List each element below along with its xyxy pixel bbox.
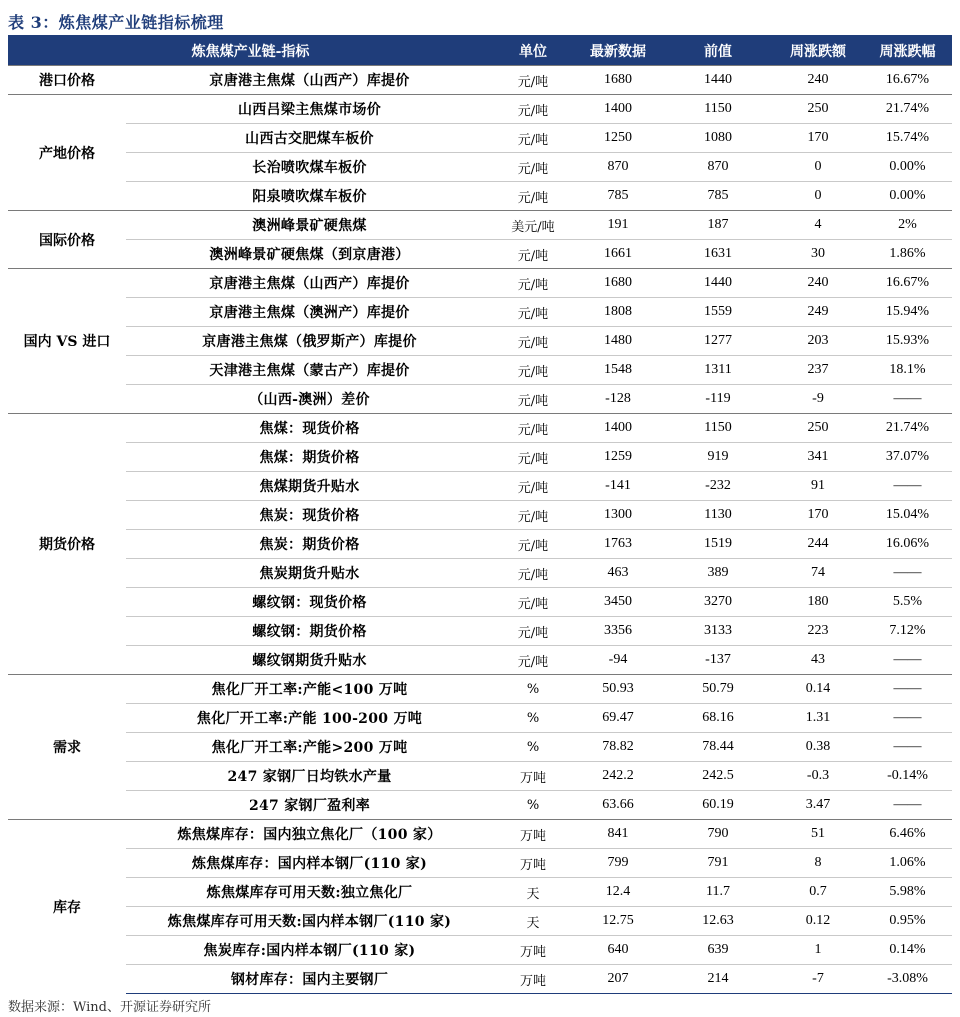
table-row [8, 965, 952, 994]
weekly-change-cell: 1 [773, 936, 863, 965]
unit-cell: % [493, 675, 573, 704]
weekly-change-cell: 203 [773, 327, 863, 356]
unit-cell: 元/吨 [493, 646, 573, 675]
previous-value-cell: 68.16 [663, 704, 773, 733]
indicator-cell: 焦炭期货升贴水 [126, 559, 493, 588]
table-row [8, 240, 952, 269]
indicator-cell: 澳洲峰景矿硬焦煤 [126, 211, 493, 240]
previous-value-cell: 1277 [663, 327, 773, 356]
previous-value-cell: 3270 [663, 588, 773, 617]
weekly-change-pct-cell: 16.67% [863, 269, 952, 298]
weekly-change-cell: 0.12 [773, 907, 863, 936]
weekly-change-cell: 250 [773, 95, 863, 124]
weekly-change-cell: 180 [773, 588, 863, 617]
table-header-row [8, 37, 952, 66]
table-row [8, 385, 952, 414]
table-row [8, 530, 952, 559]
table-row [8, 211, 952, 240]
weekly-change-cell: 0.38 [773, 733, 863, 762]
table-row [8, 414, 952, 443]
category-cell: 国际价格 [8, 211, 126, 269]
unit-cell: 天 [493, 907, 573, 936]
table-body [8, 66, 952, 994]
weekly-change-pct-cell: 37.07% [863, 443, 952, 472]
table-row [8, 95, 952, 124]
indicator-cell: 焦煤：期货价格 [126, 443, 493, 472]
indicator-cell: 焦炭库存:国内样本钢厂(110 家) [126, 936, 493, 965]
latest-value-cell: 1400 [573, 95, 663, 124]
weekly-change-pct-cell: 16.06% [863, 530, 952, 559]
table-row [8, 820, 952, 849]
latest-value-cell: 1300 [573, 501, 663, 530]
latest-value-cell: -141 [573, 472, 663, 501]
unit-cell: 元/吨 [493, 559, 573, 588]
indicator-cell: 京唐港主焦煤（澳洲产）库提价 [126, 298, 493, 327]
weekly-change-pct-cell: 5.98% [863, 878, 952, 907]
latest-value-cell: 1661 [573, 240, 663, 269]
table-row [8, 675, 952, 704]
latest-value-cell: 207 [573, 965, 663, 994]
weekly-change-cell: -0.3 [773, 762, 863, 791]
table-row [8, 182, 952, 211]
weekly-change-pct-cell: 0.14% [863, 936, 952, 965]
weekly-change-pct-cell: 15.94% [863, 298, 952, 327]
latest-value-cell: -128 [573, 385, 663, 414]
header-unit: 单位 [493, 37, 573, 66]
latest-value-cell: 191 [573, 211, 663, 240]
table-row [8, 762, 952, 791]
weekly-change-cell: 74 [773, 559, 863, 588]
latest-value-cell: 463 [573, 559, 663, 588]
unit-cell: 元/吨 [493, 298, 573, 327]
previous-value-cell: 3133 [663, 617, 773, 646]
unit-cell: % [493, 704, 573, 733]
indicator-cell: 山西吕梁主焦煤市场价 [126, 95, 493, 124]
unit-cell: % [493, 733, 573, 762]
indicator-cell: 京唐港主焦煤（山西产）库提价 [126, 269, 493, 298]
indicator-cell: 炼焦煤库存可用天数:国内样本钢厂(110 家) [126, 907, 493, 936]
previous-value-cell: 1080 [663, 124, 773, 153]
weekly-change-pct-cell: 6.46% [863, 820, 952, 849]
latest-value-cell: 12.4 [573, 878, 663, 907]
latest-value-cell: 69.47 [573, 704, 663, 733]
previous-value-cell: 1440 [663, 66, 773, 95]
indicator-cell: 炼焦煤库存可用天数:独立焦化厂 [126, 878, 493, 907]
previous-value-cell: 1150 [663, 414, 773, 443]
weekly-change-cell: 237 [773, 356, 863, 385]
category-cell: 国内 VS 进口 [8, 269, 126, 414]
indicator-cell: 焦炭：期货价格 [126, 530, 493, 559]
weekly-change-cell: 51 [773, 820, 863, 849]
weekly-change-cell: -7 [773, 965, 863, 994]
category-cell: 期货价格 [8, 414, 126, 675]
table-row [8, 356, 952, 385]
unit-cell: 元/吨 [493, 269, 573, 298]
table-row [8, 588, 952, 617]
weekly-change-pct-cell: 7.12% [863, 617, 952, 646]
unit-cell: 元/吨 [493, 443, 573, 472]
unit-cell: 元/吨 [493, 501, 573, 530]
table-title: 表 3：炼焦煤产业链指标梳理 [8, 13, 224, 32]
previous-value-cell: -119 [663, 385, 773, 414]
table-row [8, 704, 952, 733]
unit-cell: 万吨 [493, 762, 573, 791]
source-note: 数据来源：Wind、开源证券研究所 [8, 1000, 211, 1015]
table-row [8, 617, 952, 646]
weekly-change-pct-cell: —— [863, 791, 952, 820]
weekly-change-pct-cell: 1.86% [863, 240, 952, 269]
table-row [8, 327, 952, 356]
previous-value-cell: -232 [663, 472, 773, 501]
latest-value-cell: 1400 [573, 414, 663, 443]
indicator-cell: 天津港主焦煤（蒙古产）库提价 [126, 356, 493, 385]
weekly-change-pct-cell: 21.74% [863, 414, 952, 443]
weekly-change-cell: 170 [773, 124, 863, 153]
unit-cell: 元/吨 [493, 472, 573, 501]
header-indicator: 炼焦煤产业链-指标 [8, 37, 493, 66]
unit-cell: 万吨 [493, 849, 573, 878]
weekly-change-cell: 240 [773, 269, 863, 298]
indicator-cell: （山西-澳洲）差价 [126, 385, 493, 414]
latest-value-cell: 1548 [573, 356, 663, 385]
category-cell: 港口价格 [8, 66, 126, 95]
header-change: 周涨跌额 [773, 37, 863, 66]
unit-cell: 元/吨 [493, 66, 573, 95]
header-latest: 最新数据 [573, 37, 663, 66]
latest-value-cell: 1680 [573, 269, 663, 298]
unit-cell: 万吨 [493, 820, 573, 849]
unit-cell: 元/吨 [493, 356, 573, 385]
weekly-change-cell: 30 [773, 240, 863, 269]
previous-value-cell: 50.79 [663, 675, 773, 704]
unit-cell: 元/吨 [493, 530, 573, 559]
weekly-change-cell: 170 [773, 501, 863, 530]
previous-value-cell: 1440 [663, 269, 773, 298]
unit-cell: % [493, 791, 573, 820]
latest-value-cell: 63.66 [573, 791, 663, 820]
weekly-change-pct-cell: -0.14% [863, 762, 952, 791]
weekly-change-pct-cell: 15.04% [863, 501, 952, 530]
table-row [8, 298, 952, 327]
previous-value-cell: 1311 [663, 356, 773, 385]
weekly-change-cell: 223 [773, 617, 863, 646]
table-row [8, 443, 952, 472]
weekly-change-pct-cell: —— [863, 704, 952, 733]
previous-value-cell: 1130 [663, 501, 773, 530]
indicator-cell: 焦炭：现货价格 [126, 501, 493, 530]
indicator-cell: 247 家钢厂日均铁水产量 [126, 762, 493, 791]
indicator-cell: 焦化厂开工率:产能>200 万吨 [126, 733, 493, 762]
latest-value-cell: 50.93 [573, 675, 663, 704]
unit-cell: 元/吨 [493, 182, 573, 211]
indicator-cell: 焦化厂开工率:产能<100 万吨 [126, 675, 493, 704]
latest-value-cell: 3450 [573, 588, 663, 617]
previous-value-cell: 60.19 [663, 791, 773, 820]
weekly-change-pct-cell: 2% [863, 211, 952, 240]
table-row [8, 907, 952, 936]
previous-value-cell: 389 [663, 559, 773, 588]
previous-value-cell: 78.44 [663, 733, 773, 762]
weekly-change-cell: -9 [773, 385, 863, 414]
weekly-change-pct-cell: —— [863, 646, 952, 675]
weekly-change-cell: 0 [773, 182, 863, 211]
previous-value-cell: 791 [663, 849, 773, 878]
previous-value-cell: 1631 [663, 240, 773, 269]
weekly-change-pct-cell: —— [863, 559, 952, 588]
table-row [8, 124, 952, 153]
latest-value-cell: 78.82 [573, 733, 663, 762]
unit-cell: 元/吨 [493, 95, 573, 124]
previous-value-cell: 187 [663, 211, 773, 240]
weekly-change-cell: 4 [773, 211, 863, 240]
unit-cell: 万吨 [493, 965, 573, 994]
table-row [8, 936, 952, 965]
latest-value-cell: 841 [573, 820, 663, 849]
previous-value-cell: 1559 [663, 298, 773, 327]
weekly-change-pct-cell: 0.00% [863, 182, 952, 211]
weekly-change-cell: 250 [773, 414, 863, 443]
latest-value-cell: 12.75 [573, 907, 663, 936]
latest-value-cell: 1259 [573, 443, 663, 472]
latest-value-cell: 1480 [573, 327, 663, 356]
header-prev: 前值 [663, 37, 773, 66]
table-row [8, 849, 952, 878]
table-row [8, 559, 952, 588]
latest-value-cell: 1250 [573, 124, 663, 153]
weekly-change-pct-cell: 1.06% [863, 849, 952, 878]
indicator-cell: 螺纹钢：期货价格 [126, 617, 493, 646]
weekly-change-pct-cell: 0.95% [863, 907, 952, 936]
unit-cell: 元/吨 [493, 385, 573, 414]
table-row [8, 878, 952, 907]
latest-value-cell: -94 [573, 646, 663, 675]
weekly-change-cell: 1.31 [773, 704, 863, 733]
indicator-cell: 焦化厂开工率:产能 100-200 万吨 [126, 704, 493, 733]
indicator-cell: 京唐港主焦煤（山西产）库提价 [126, 66, 493, 95]
indicator-cell: 澳洲峰景矿硬焦煤（到京唐港） [126, 240, 493, 269]
weekly-change-cell: 341 [773, 443, 863, 472]
indicator-cell: 炼焦煤库存：国内样本钢厂(110 家) [126, 849, 493, 878]
latest-value-cell: 870 [573, 153, 663, 182]
indicator-cell: 京唐港主焦煤（俄罗斯产）库提价 [126, 327, 493, 356]
previous-value-cell: -137 [663, 646, 773, 675]
unit-cell: 元/吨 [493, 588, 573, 617]
weekly-change-pct-cell: 5.5% [863, 588, 952, 617]
table-row [8, 153, 952, 182]
unit-cell: 元/吨 [493, 617, 573, 646]
previous-value-cell: 1519 [663, 530, 773, 559]
weekly-change-pct-cell: —— [863, 733, 952, 762]
indicator-cell: 247 家钢厂盈利率 [126, 791, 493, 820]
indicator-cell: 螺纹钢：现货价格 [126, 588, 493, 617]
indicator-cell: 炼焦煤库存：国内独立焦化厂（100 家） [126, 820, 493, 849]
table-row [8, 66, 952, 95]
previous-value-cell: 214 [663, 965, 773, 994]
weekly-change-pct-cell: -3.08% [863, 965, 952, 994]
latest-value-cell: 1808 [573, 298, 663, 327]
latest-value-cell: 1680 [573, 66, 663, 95]
table-row [8, 733, 952, 762]
previous-value-cell: 12.63 [663, 907, 773, 936]
previous-value-cell: 919 [663, 443, 773, 472]
weekly-change-pct-cell: —— [863, 472, 952, 501]
category-cell: 需求 [8, 675, 126, 820]
weekly-change-cell: 3.47 [773, 791, 863, 820]
latest-value-cell: 1763 [573, 530, 663, 559]
weekly-change-cell: 0 [773, 153, 863, 182]
unit-cell: 元/吨 [493, 153, 573, 182]
weekly-change-cell: 91 [773, 472, 863, 501]
table-row [8, 472, 952, 501]
weekly-change-cell: 240 [773, 66, 863, 95]
header-pct: 周涨跌幅 [863, 37, 952, 66]
weekly-change-pct-cell: 21.74% [863, 95, 952, 124]
weekly-change-pct-cell: 0.00% [863, 153, 952, 182]
weekly-change-pct-cell: —— [863, 385, 952, 414]
weekly-change-cell: 0.7 [773, 878, 863, 907]
previous-value-cell: 242.5 [663, 762, 773, 791]
indicator-cell: 阳泉喷吹煤车板价 [126, 182, 493, 211]
table-row [8, 269, 952, 298]
unit-cell: 美元/吨 [493, 211, 573, 240]
indicator-cell: 长治喷吹煤车板价 [126, 153, 493, 182]
indicator-cell: 山西古交肥煤车板价 [126, 124, 493, 153]
unit-cell: 元/吨 [493, 240, 573, 269]
unit-cell: 元/吨 [493, 327, 573, 356]
previous-value-cell: 1150 [663, 95, 773, 124]
category-cell: 产地价格 [8, 95, 126, 211]
indicator-cell: 焦煤期货升贴水 [126, 472, 493, 501]
previous-value-cell: 785 [663, 182, 773, 211]
weekly-change-cell: 0.14 [773, 675, 863, 704]
weekly-change-pct-cell: 15.74% [863, 124, 952, 153]
weekly-change-pct-cell: 15.93% [863, 327, 952, 356]
unit-cell: 万吨 [493, 936, 573, 965]
table-row [8, 646, 952, 675]
indicator-table [8, 37, 952, 994]
weekly-change-cell: 43 [773, 646, 863, 675]
weekly-change-pct-cell: —— [863, 675, 952, 704]
indicator-cell: 钢材库存：国内主要钢厂 [126, 965, 493, 994]
previous-value-cell: 870 [663, 153, 773, 182]
latest-value-cell: 799 [573, 849, 663, 878]
unit-cell: 元/吨 [493, 124, 573, 153]
latest-value-cell: 640 [573, 936, 663, 965]
weekly-change-cell: 244 [773, 530, 863, 559]
previous-value-cell: 790 [663, 820, 773, 849]
indicator-cell: 螺纹钢期货升贴水 [126, 646, 493, 675]
table-row [8, 501, 952, 530]
weekly-change-pct-cell: 18.1% [863, 356, 952, 385]
latest-value-cell: 242.2 [573, 762, 663, 791]
unit-cell: 天 [493, 878, 573, 907]
previous-value-cell: 639 [663, 936, 773, 965]
table-row [8, 791, 952, 820]
weekly-change-pct-cell: 16.67% [863, 66, 952, 95]
category-cell: 库存 [8, 820, 126, 994]
weekly-change-cell: 249 [773, 298, 863, 327]
latest-value-cell: 3356 [573, 617, 663, 646]
weekly-change-cell: 8 [773, 849, 863, 878]
latest-value-cell: 785 [573, 182, 663, 211]
unit-cell: 元/吨 [493, 414, 573, 443]
indicator-cell: 焦煤：现货价格 [126, 414, 493, 443]
previous-value-cell: 11.7 [663, 878, 773, 907]
